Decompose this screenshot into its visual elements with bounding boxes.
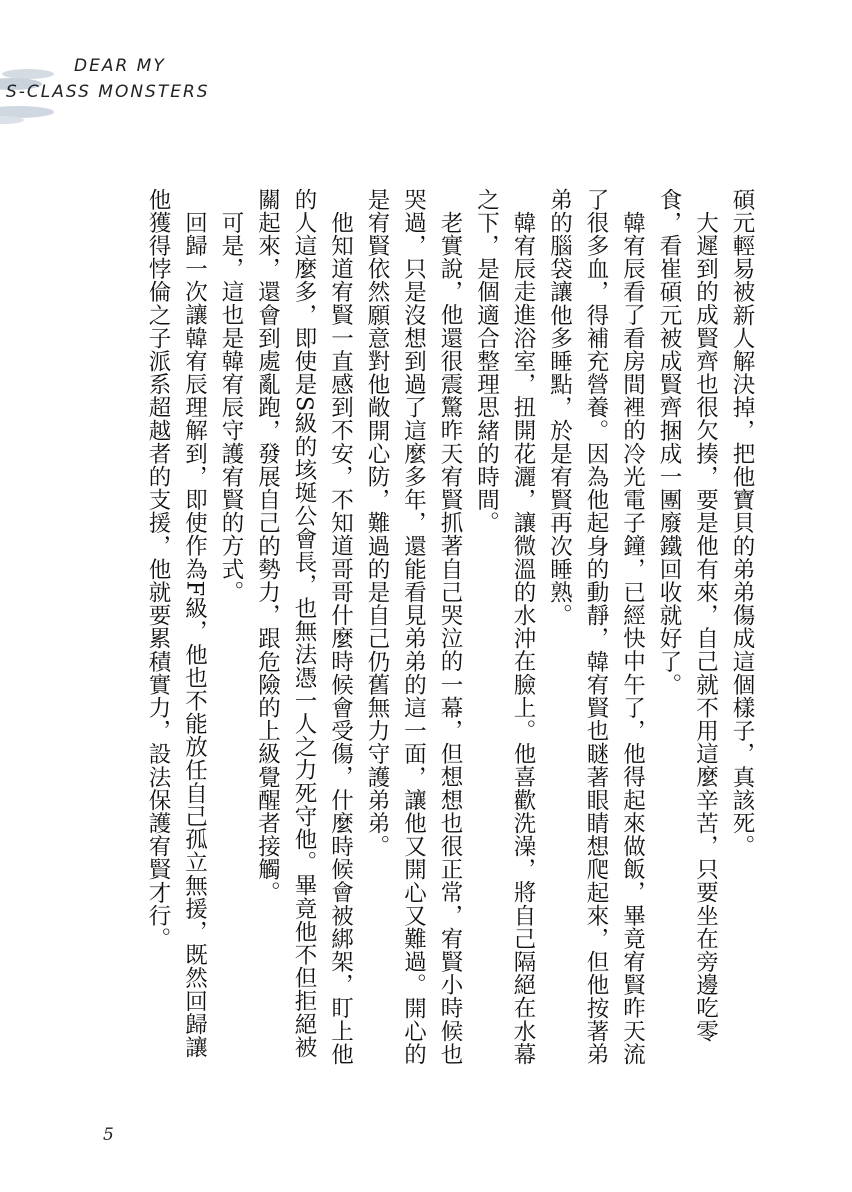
book-title-line-1: DEAR MY <box>74 56 166 76</box>
paragraph: 韓宥辰走進浴室，扭開花灑，讓微溫的水沖在臉上。他喜歡洗澡，將自己隔絕在水幕之下，是個適合整理思緒的時間。 <box>473 188 536 1066</box>
book-title-header <box>0 50 300 130</box>
paragraph: 韓宥辰看了看房間裡的冷光電子鐘，已經快中午了，他得起來做飯，畢竟宥賢昨天流了很多血，得補充營養。因為他起身的動靜，韓宥賢也瞇著眼睛想爬起來，但他按著弟弟的腦袋讓他多睡點，於是宥賢再次睡熟。 <box>546 188 646 1066</box>
book-title-line-2: S-CLASS MONSTERS <box>6 82 210 102</box>
vertical-body-text <box>145 188 760 1068</box>
paragraph: 可是，這也是韓宥辰守護宥賢的方式。 <box>218 210 244 604</box>
paragraph: 大遲到的成賢齊也很欠揍，要是他有來，自己就不用這麼辛苦，只要坐在旁邊吃零食，看崔碩元被成賢齊捆成一團廢鐵回收就好了。 <box>656 188 719 1043</box>
paragraph: 回歸一次讓韓宥辰理解到，即使作為F級，他也不能放任自己孤立無援，既然回歸讓他獲得悖倫之子派系超越者的支援，他就要累積實力，設法保護宥賢才行。 <box>145 188 208 1059</box>
paragraph: 碩元輕易被新人解決掉，把他寶貝的弟弟傷成這個樣子，真該死。 <box>729 188 755 858</box>
paragraph: 他知道宥賢一直感到不安，不知道哥哥什麼時候會受傷，什麼時候會被綁架，盯上他的人這麼多，即使是S級的垓埏公會長，也無法憑一人之力死守他。畢竟他不但拒絕被關起來，還會到處亂跑，發展自己的勢力，跟危險的上級覺醒者接觸。 <box>254 188 354 1066</box>
paragraph: 老實說，他還很震驚昨天宥賢抓著自己哭泣的一幕，但想想也很正常，宥賢小時候也哭過，只是沒想到過了這麼多年，還能看見弟弟的這一面，讓他又開心又難過。開心的是宥賢依然願意對他敞開心防，難過的是自己仍舊無力守護弟弟。 <box>364 188 463 1066</box>
page-number: 5 <box>103 1125 114 1145</box>
